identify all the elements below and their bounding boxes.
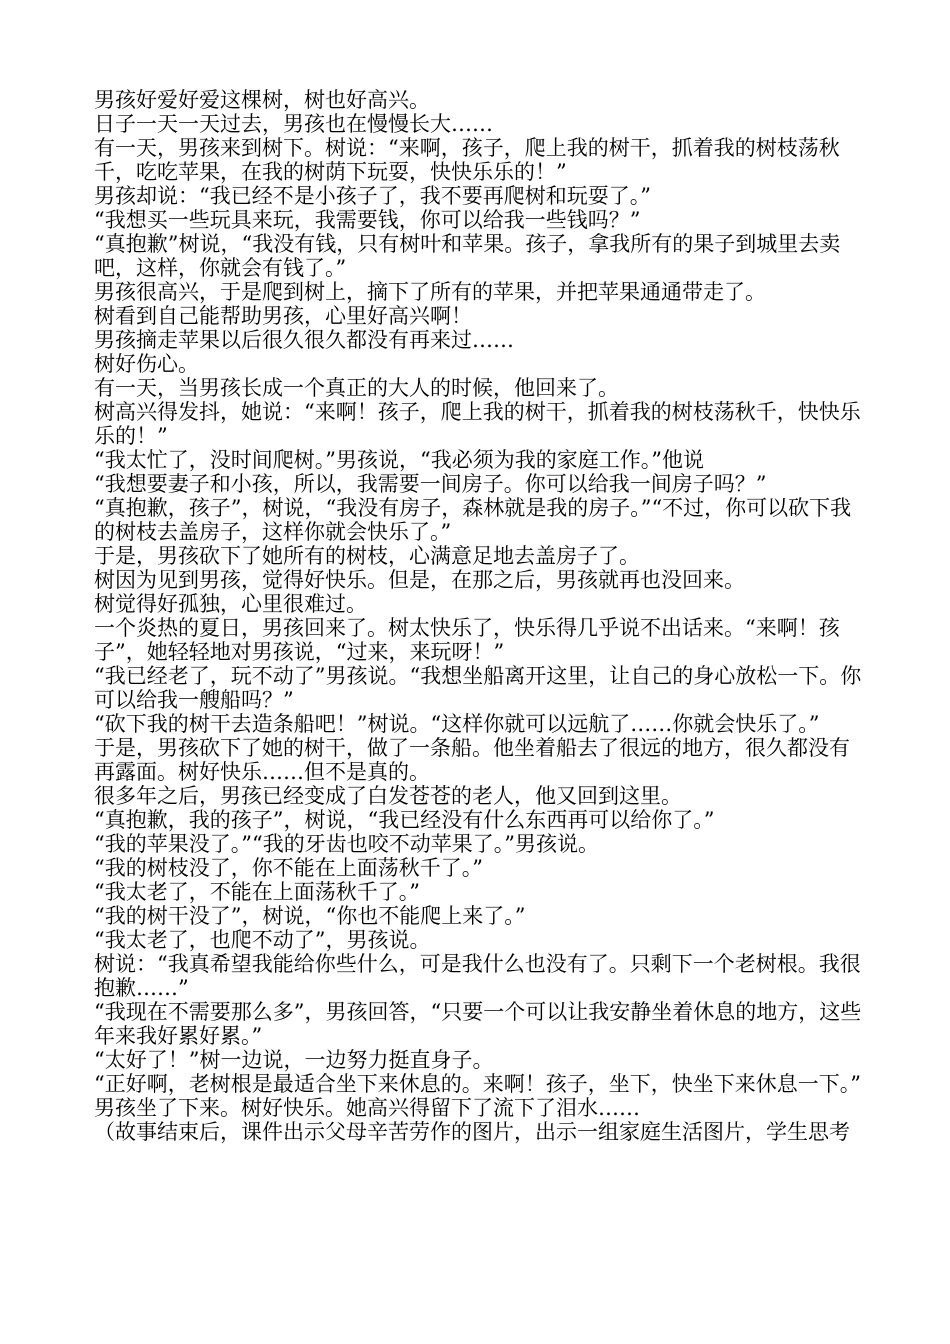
story-paragraph: 有一天，当男孩长成一个真正的大人的时候，他回来了。 — [94, 376, 619, 400]
story-paragraph: 树看到自己能帮助男孩，心里好高兴啊！ — [94, 304, 472, 328]
story-paragraph: 男孩坐了下来。树好快乐。她高兴得留下了流下了泪水…… — [94, 1096, 640, 1120]
story-paragraph: “我的树枝没了，你不能在上面荡秋千了。” — [94, 856, 483, 880]
story-paragraph: “我的苹果没了。”“我的牙齿也咬不动苹果了。”男孩说。 — [94, 832, 599, 856]
story-paragraph: 日子一天一天过去，男孩也在慢慢长大…… — [94, 112, 493, 136]
story-paragraph: “我的树干没了”，树说，“你也不能爬上来了。” — [94, 904, 526, 928]
story-paragraph: “我现在不需要那么多”，男孩回答，“只要一个可以让我安静坐着休息的地方，这些年来我好累好累。” — [94, 1000, 862, 1048]
story-paragraph: 有一天，男孩来到树下。树说：“来啊，孩子，爬上我的树干，抓着我的树枝荡秋千，吃吃苹果，在我的树荫下玩耍，快快乐乐的！” — [94, 136, 840, 184]
story-paragraph: “我已经老了，玩不动了”男孩说。“我想坐船离开这里，让自己的身心放松一下。你可以给我一艘船吗？” — [94, 664, 862, 712]
story-paragraph: “我太老了，也爬不动了”，男孩说。 — [94, 928, 431, 952]
story-paragraph: “真抱歉，孩子”，树说，“我没有房子，森林就是我的房子。”“不过，你可以砍下我的树枝去盖房子，这样你就会快乐了。” — [94, 496, 852, 544]
story-paragraph: “我想要妻子和小孩，所以，我需要一间房子。你可以给我一间房子吗？” — [94, 472, 767, 496]
story-paragraph: 男孩摘走苹果以后很久很久都没有再来过…… — [94, 328, 514, 352]
story-paragraph: 树觉得好孤独，心里很难过。 — [94, 592, 367, 616]
story-paragraph: “我太忙了，没时间爬树。”男孩说，“我必须为我的家庭工作。”他说 — [94, 448, 704, 472]
story-paragraph: “砍下我的树干去造条船吧！”树说。“这样你就可以远航了……你就会快乐了。” — [94, 712, 820, 736]
story-paragraph: 树好伤心。 — [94, 352, 199, 376]
story-text — [94, 88, 864, 1144]
story-paragraph: 于是，男孩砍下了她所有的树枝，心满意足地去盖房子了。 — [94, 544, 640, 568]
story-paragraph: “我想买一些玩具来玩，我需要钱，你可以给我一些钱吗？” — [94, 208, 641, 232]
story-paragraph: 很多年之后，男孩已经变成了白发苍苍的老人，他又回到这里。 — [94, 784, 682, 808]
story-paragraph: 树因为见到男孩，觉得好快乐。但是，在那之后，男孩就再也没回来。 — [94, 568, 745, 592]
story-paragraph: 树说：“我真希望我能给你些什么，可是我什么也没有了。只剩下一个老树根。我很抱歉……” — [94, 952, 861, 1000]
story-paragraph: 树高兴得发抖，她说：“来啊！孩子，爬上我的树干，抓着我的树枝荡秋千，快快乐乐的！” — [94, 400, 861, 448]
story-paragraph: 于是，男孩砍下了她的树干，做了一条船。他坐着船去了很远的地方，很久都没有再露面。树好快乐……但不是真的。 — [94, 736, 850, 784]
story-paragraph: 男孩很高兴，于是爬到树上，摘下了所有的苹果，并把苹果通通带走了。 — [94, 280, 766, 304]
story-paragraph: 男孩好爱好爱这棵树，树也好高兴。 — [94, 88, 430, 112]
story-paragraph: 一个炎热的夏日，男孩回来了。树太快乐了，快乐得几乎说不出话来。“来啊！孩子”，她轻轻地对男孩说，“过来，来玩呀！” — [94, 616, 840, 664]
story-paragraph: （故事结束后，课件出示父母辛苦劳作的图片，出示一组家庭生活图片，学生思考 — [94, 1120, 850, 1144]
story-paragraph: “我太老了，不能在上面荡秋千了。” — [94, 880, 420, 904]
story-paragraph: 男孩却说：“我已经不是小孩子了，我不要再爬树和玩耍了。” — [94, 184, 651, 208]
story-paragraph: “真抱歉，我的孩子”，树说，“我已经没有什么东西再可以给你了。” — [94, 808, 715, 832]
story-paragraph: “正好啊，老树根是最适合坐下来休息的。来啊！孩子，坐下，快坐下来休息一下。” — [94, 1072, 861, 1096]
story-paragraph: “真抱歉”树说，“我没有钱，只有树叶和苹果。孩子，拿我所有的果子到城里去卖吧，这样，你就会有钱了。” — [94, 232, 841, 280]
story-paragraph: “太好了！”树一边说，一边努力挺直身子。 — [94, 1048, 494, 1072]
